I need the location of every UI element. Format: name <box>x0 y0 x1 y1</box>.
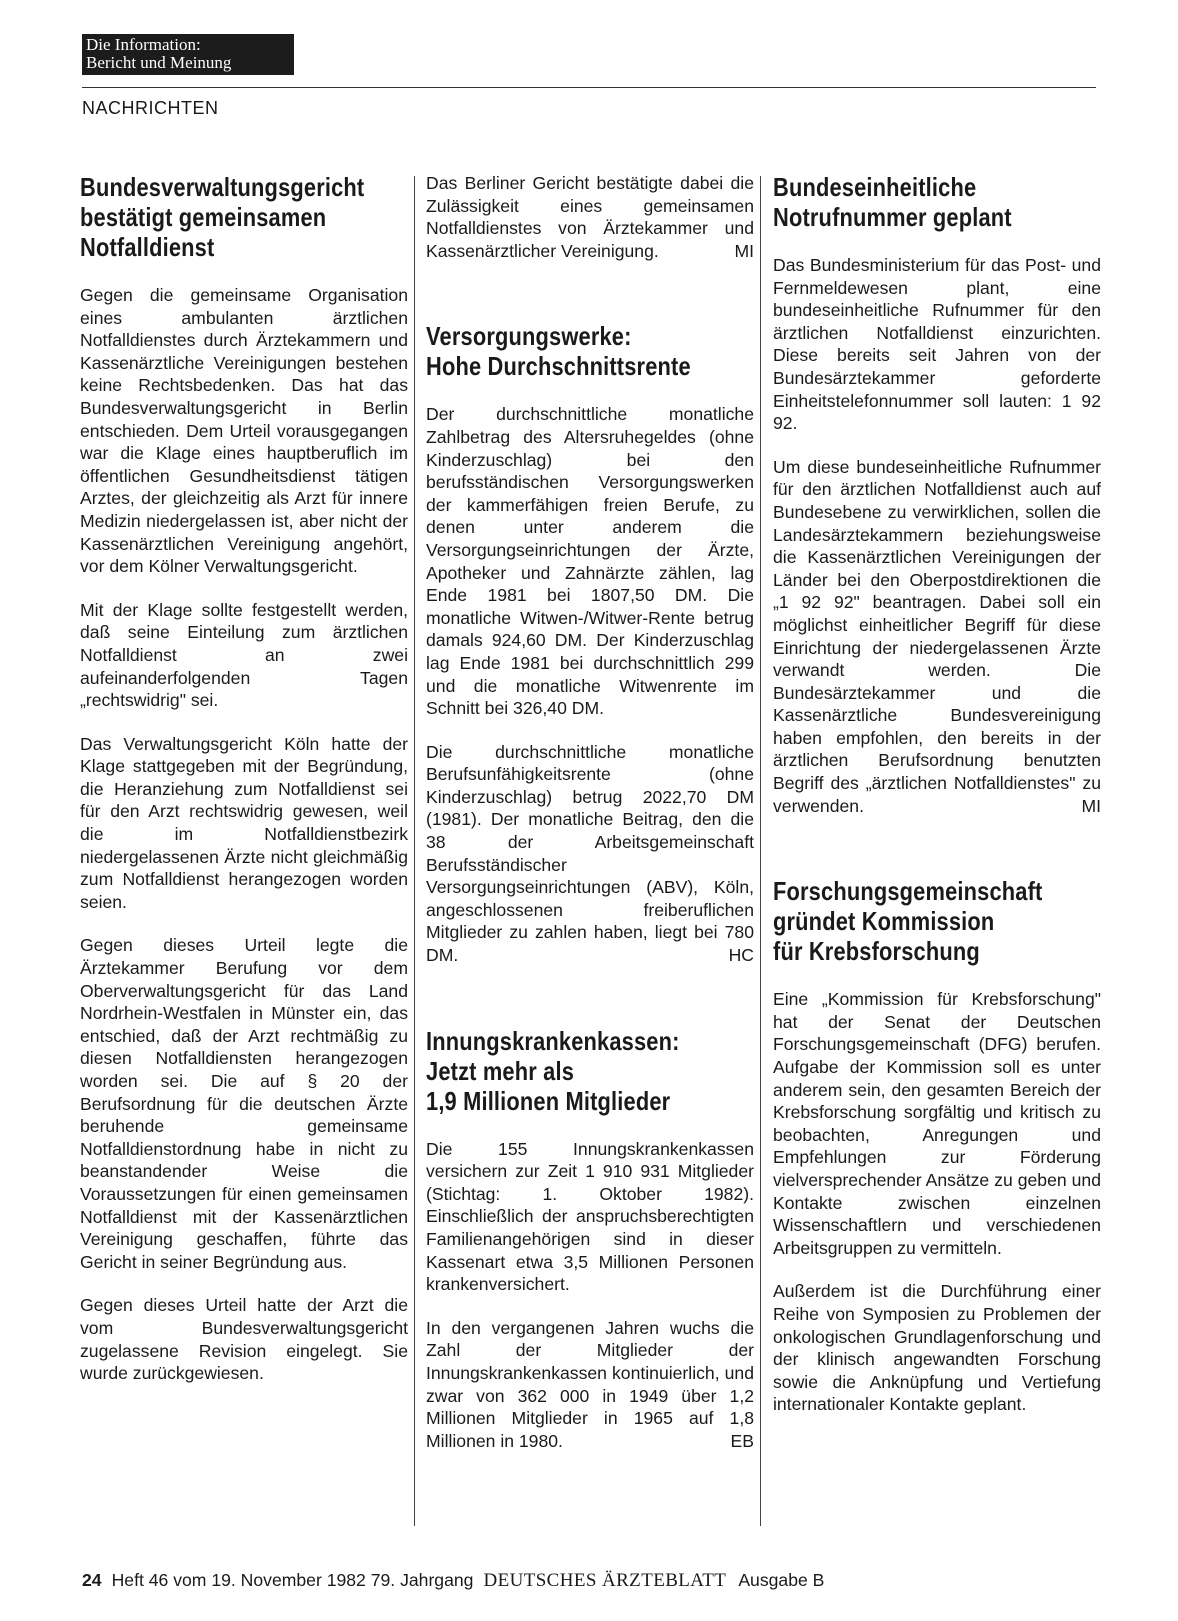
paragraph: Gegen die gemeinsame Organisation eines ambulanten ärztlichen Notfalldienstes durch Ärztekammern und Kassenärztliche Vereinigungen bestehen keine Rechtsbedenken. Das hat das Bundesverwaltungsgericht in Berlin entschieden. Dem Urteil vorausgegangen war die Klage eines hauptberuflich im öffentlichen Gesundheitsdienst tätigen Arztes, der gleichzeitig als Arzt für innere Medizin niedergelassen ist, aber nicht der Kassenärztlichen Vereinigung angehört, vor dem Kölner Verwaltungsgericht. <box>80 285 408 577</box>
title-line: 1,9 Millionen Mitglieder <box>426 1085 671 1116</box>
title-line: bestätigt gemeinsamen <box>80 202 327 232</box>
column-2 <box>426 172 754 1473</box>
paragraph-text: Um diese bundeseinheitliche Rufnummer für den ärztlichen Notfalldienst auch auf Bundesebene zu verwirklichen, sollen die Landesärztekammern beziehungsweise die Kassenärztlichen Vereinigungen der Länder bei den Oberpostdirektionen die „1 92 92" beantragen. Dabei soll ein möglichst einheitlicher Begriff für diese Einrichtung der niedergelassenen Ärzte verwandt werden. Die Bundesärztekammer und die Kassenärztliche Bundesvereinigung haben empfohlen, den bereits in der ärztlichen Berufsordnung benutzten Begriff des „ärztlichen Notfalldienstes" zu verwenden. <box>773 456 1101 816</box>
paragraph <box>773 456 1101 818</box>
page-number: 24 <box>82 1570 102 1590</box>
title-line: Versorgungswerke: <box>426 321 632 352</box>
magazine-name: DEUTSCHES ÄRZTEBLATT <box>483 1570 727 1591</box>
page-footer <box>82 1570 824 1592</box>
column-divider <box>414 176 415 1526</box>
paragraph: Das Bundesministerium für das Post- und Fernmeldewesen plant, eine bundeseinheitliche Rufnummer für den ärztlichen Notfalldienst einzurichten. Diese bereits seit Jahren von der Bundesärztekammer geforderte Einheitstelefonnummer soll lauten: 1 92 92. <box>773 255 1101 434</box>
article-title-krebsforschung <box>773 876 1101 966</box>
paragraph: Mit der Klage sollte festgestellt werden, daß seine Einteilung zum ärztlichen Notfalldienst an zwei aufeinanderfolgenden Tagen „rechtswidrig" sei. <box>80 599 408 711</box>
paragraph-text: Das Berliner Gericht bestätigte dabei die Zulässigkeit eines gemeinsamen Notfalldienstes von Ärztekammer und Kassenärztlicher Vereinigung. <box>426 173 754 261</box>
column-divider <box>760 176 761 1526</box>
paragraph: Gegen dieses Urteil legte die Ärztekammer Berufung vor dem Oberverwaltungsgericht für das Land Nordrhein-Westfalen in Münster ein, das entschied, daß der Arzt rechtmäßig zu diesen Notfalldiensten herangezogen worden sei. Die auf § 20 der Berufsordnung für die deutschen Ärzte beruhende gemeinsame Notfalldienstordnung habe in nicht zu beanstandender Weise die Voraussetzungen für einen gemeinsamen Notfalldienst mit der Kassenärztlichen Vereinigung geschaffen, führte das Gericht in seiner Begründung aus. <box>80 935 408 1272</box>
title-line: Forschungsgemeinschaft <box>773 876 1043 907</box>
title-line: Innungskrankenkassen: <box>426 1025 680 1056</box>
article-title-versorgungswerke <box>426 321 754 381</box>
edition-label: Ausgabe B <box>738 1570 825 1590</box>
author-signature: HC <box>728 945 754 966</box>
header-rule <box>82 87 1096 88</box>
title-line: für Krebsforschung <box>773 936 980 967</box>
paragraph <box>426 741 754 967</box>
paragraph-text: Die durchschnittliche monatliche Berufsunfähigkeitsrente (ohne Kinderzuschlag) betrug 2022,70 DM (1981). Der monatliche Beitrag, den die 38 der Arbeitsgemeinschaft Berufsständischer Versorgungseinrichtungen (ABV), Köln, angeschlossenen freiberuflichen Mitglieder zu zahlen haben, liegt bei 780 DM. <box>426 741 754 966</box>
paragraph <box>426 1317 754 1453</box>
author-signature: MI <box>1081 795 1101 816</box>
paragraph: Das Verwaltungsgericht Köln hatte der Klage stattgegeben mit der Begründung, die Heranziehung zum Notfalldienst sei für den Arzt rechtswidrig gewesen, weil die im Notfalldienstbezirk niedergelassenen Ärzte nicht gleichmäßig zum Notfalldienst herangezogen worden seien. <box>80 733 408 912</box>
paragraph <box>426 172 754 262</box>
section-badge <box>82 34 294 75</box>
author-signature: MI <box>734 240 754 261</box>
article-title-gericht <box>80 172 408 262</box>
paragraph: Der durchschnittliche monatliche Zahlbetrag des Altersruhegeldes (ohne Kinderzuschlag) bei den berufsständischen Versorgungswerken der kammerfähigen freien Berufe, zu denen unter anderem die Versorgungseinrichtungen der Ärzte, Apotheker und Zahnärzte zählen, lag Ende 1981 bei 1807,50 DM. Die monatliche Witwen-/Witwer-Rente betrug damals 924,60 DM. Der Kinderzuschlag lag Ende 1981 bei durchschnittlich 299 und die monatliche Witwenrente im Schnitt bei 326,40 DM. <box>426 404 754 719</box>
title-line: Notfalldienst <box>80 232 215 262</box>
column-1 <box>80 172 408 1406</box>
paragraph-text: In den vergangenen Jahren wuchs die Zahl der Mitglieder der Innungskrankenkassen kontinuierlich, und zwar von 362 000 in 1949 über 1,2 Millionen Mitglieder in 1965 auf 1,8 Millionen in 1980. <box>426 1317 754 1451</box>
paragraph: Gegen dieses Urteil hatte der Arzt die vom Bundesverwaltungsgericht zugelassene Revision eingelegt. Sie wurde zurückgewiesen. <box>80 1295 408 1384</box>
article-title-notrufnummer <box>773 172 1101 232</box>
title-line: Hohe Durchschnittsrente <box>426 351 691 382</box>
title-line: Notrufnummer geplant <box>773 202 1012 232</box>
badge-line-2: Bericht und Meinung <box>86 53 232 72</box>
title-line: Jetzt mehr als <box>426 1055 575 1086</box>
title-line: gründet Kommission <box>773 906 995 937</box>
issue-info: Heft 46 vom 19. November 1982 79. Jahrgang <box>111 1570 474 1590</box>
paragraph: Die 155 Innungskrankenkassen versichern zur Zeit 1 910 931 Mitglieder (Stichtag: 1. Oktober 1982). Einschließlich der anspruchsberechtigten Familienangehörigen sind in dieser Kassenart etwa 3,5 Millionen Personen krankenversichert. <box>426 1138 754 1295</box>
paragraph: Eine „Kommission für Krebsforschung" hat der Senat der Deutschen Forschungsgemeinschaft (DFG) berufen. Aufgabe der Kommission soll es unter anderem sein, den gesamten Bereich der Krebsforschung sorgfältig und kritisch zu beobachten, Anregungen und Empfehlungen zur Förderung vielversprechender Ansätze zu geben und Kontakte zwischen einzelnen Wissenschaftlern und verschiedenen Arbeitsgruppen zu vermitteln. <box>773 989 1101 1258</box>
title-line: Bundeseinheitliche <box>773 172 977 202</box>
author-signature: EB <box>730 1430 754 1451</box>
title-line: Bundesverwaltungsgericht <box>80 172 365 202</box>
badge-line-1: Die Information: <box>86 35 201 54</box>
column-3 <box>773 172 1101 1437</box>
article-title-innungskrankenkassen <box>426 1026 754 1116</box>
section-heading: NACHRICHTEN <box>82 98 219 118</box>
paragraph: Außerdem ist die Durchführung einer Reihe von Symposien zu Problemen der onkologischen Grundlagenforschung und der klinisch angewandten Forschung sowie die Anknüpfung und Vertiefung internationaler Kontakte geplant. <box>773 1281 1101 1415</box>
